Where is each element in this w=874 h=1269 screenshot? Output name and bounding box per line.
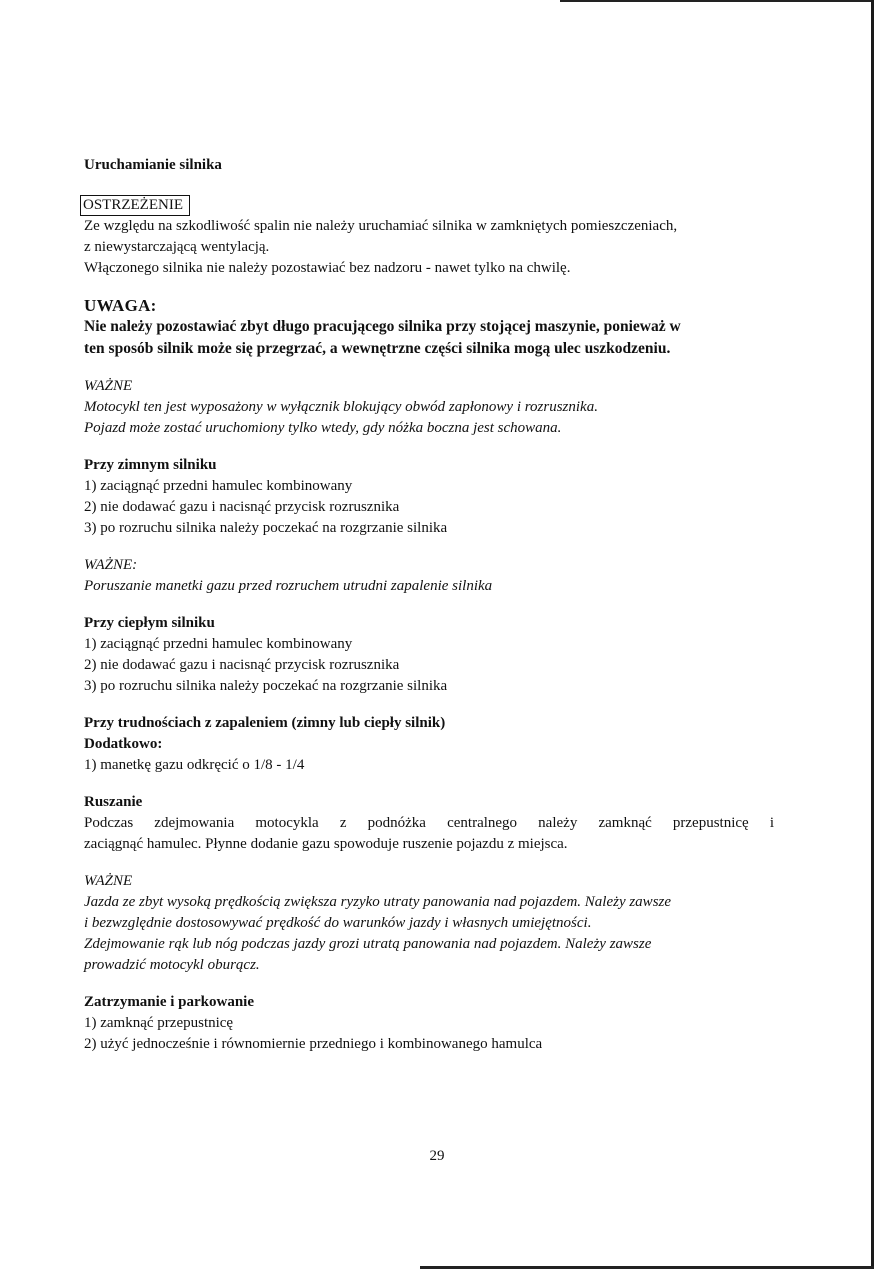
important-title: WAŻNE bbox=[84, 873, 133, 889]
list-item: 2) nie dodawać gazu i nacisnąć przycisk rozrusznika bbox=[84, 499, 400, 515]
important-line: prowadzić motocykl oburącz. bbox=[84, 957, 260, 973]
warm-engine-block bbox=[84, 613, 774, 697]
difficult-start-title: Przy trudnościach z zapaleniem (zimny lub ciepły silnik) bbox=[84, 715, 446, 731]
list-item: 3) po rozruchu silnika należy poczekać na rozgrzanie silnika bbox=[84, 678, 448, 694]
important-title: WAŻNE: bbox=[84, 557, 138, 573]
important-block-3 bbox=[84, 871, 774, 976]
difficult-start-subtitle: Dodatkowo: bbox=[84, 736, 163, 752]
important-line: Zdejmowanie rąk lub nóg podczas jazdy grozi utratą panowania nad pojazdem. Należy zawsze bbox=[84, 936, 652, 952]
important-line: Jazda ze zbyt wysoką prędkością zwiększa ryzyko utraty panowania nad pojazdem. Należy zawsze bbox=[84, 894, 672, 910]
page-number: 29 bbox=[429, 1148, 445, 1164]
ruszanie-line: Podczas zdejmowania motocykla z podnóżka centralnego należy zamknąć przepustnicę i bbox=[84, 815, 774, 831]
list-item: 1) zamknąć przepustnicę bbox=[84, 1015, 234, 1031]
stop-parking-block bbox=[84, 992, 774, 1055]
important-line: Pojazd może zostać uruchomiony tylko wtedy, gdy nóżka boczna jest schowana. bbox=[84, 420, 562, 436]
scan-edge-top bbox=[560, 0, 874, 2]
important-line: Motocykl ten jest wyposażony w wyłącznik blokujący obwód zapłonowy i rozrusznika. bbox=[84, 399, 598, 415]
warning-line: Włączonego silnika nie należy pozostawiać bez nadzoru - nawet tylko na chwilę. bbox=[84, 260, 571, 276]
list-item: 1) zaciągnąć przedni hamulec kombinowany bbox=[84, 478, 353, 494]
cold-engine-title: Przy zimnym silniku bbox=[84, 457, 217, 473]
warning-line: z niewystarczającą wentylacją. bbox=[84, 239, 270, 255]
stop-parking-title: Zatrzymanie i parkowanie bbox=[84, 994, 254, 1010]
ruszanie-title: Ruszanie bbox=[84, 794, 143, 810]
ruszanie-block bbox=[84, 792, 774, 855]
important-block-1 bbox=[84, 376, 774, 439]
list-item: 3) po rozruchu silnika należy poczekać na rozgrzanie silnika bbox=[84, 520, 448, 536]
important-block-2 bbox=[84, 555, 774, 597]
list-item: 2) nie dodawać gazu i nacisnąć przycisk rozrusznika bbox=[84, 657, 400, 673]
important-line: Poruszanie manetki gazu przed rozruchem utrudni zapalenie silnika bbox=[84, 578, 493, 594]
uwaga-line: Nie należy pozostawiać zbyt długo pracującego silnika przy stojącej maszynie, ponieważ w bbox=[84, 318, 681, 335]
warning-line: Ze względu na szkodliwość spalin nie należy uruchamiać silnika w zamkniętych pomieszczeniach, bbox=[84, 218, 678, 234]
document-page bbox=[84, 155, 774, 1055]
important-title: WAŻNE bbox=[84, 378, 133, 394]
list-item: 1) zaciągnąć przedni hamulec kombinowany bbox=[84, 636, 353, 652]
warning-label: OSTRZEŻENIE bbox=[80, 195, 190, 216]
list-item: 2) użyć jednocześnie i równomiernie przedniego i kombinowanego hamulca bbox=[84, 1036, 543, 1052]
important-line: i bezwzględnie dostosowywać prędkość do warunków jazdy i własnych umiejętności. bbox=[84, 915, 592, 931]
list-item: 1) manetkę gazu odkręcić o 1/8 - 1/4 bbox=[84, 757, 305, 773]
uwaga-title: UWAGA: bbox=[84, 296, 157, 315]
ruszanie-line: zaciągnąć hamulec. Płynne dodanie gazu spowoduje ruszenie pojazdu z miejsca. bbox=[84, 836, 568, 852]
cold-engine-block bbox=[84, 455, 774, 539]
warning-block bbox=[84, 195, 774, 279]
warm-engine-title: Przy ciepłym silniku bbox=[84, 615, 215, 631]
uwaga-line: ten sposób silnik może się przegrzać, a wewnętrzne części silnika mogą ulec uszkodzeniu. bbox=[84, 340, 671, 357]
section-title: Uruchamianie silnika bbox=[84, 157, 222, 173]
difficult-start-block bbox=[84, 713, 774, 776]
uwaga-block bbox=[84, 295, 774, 360]
